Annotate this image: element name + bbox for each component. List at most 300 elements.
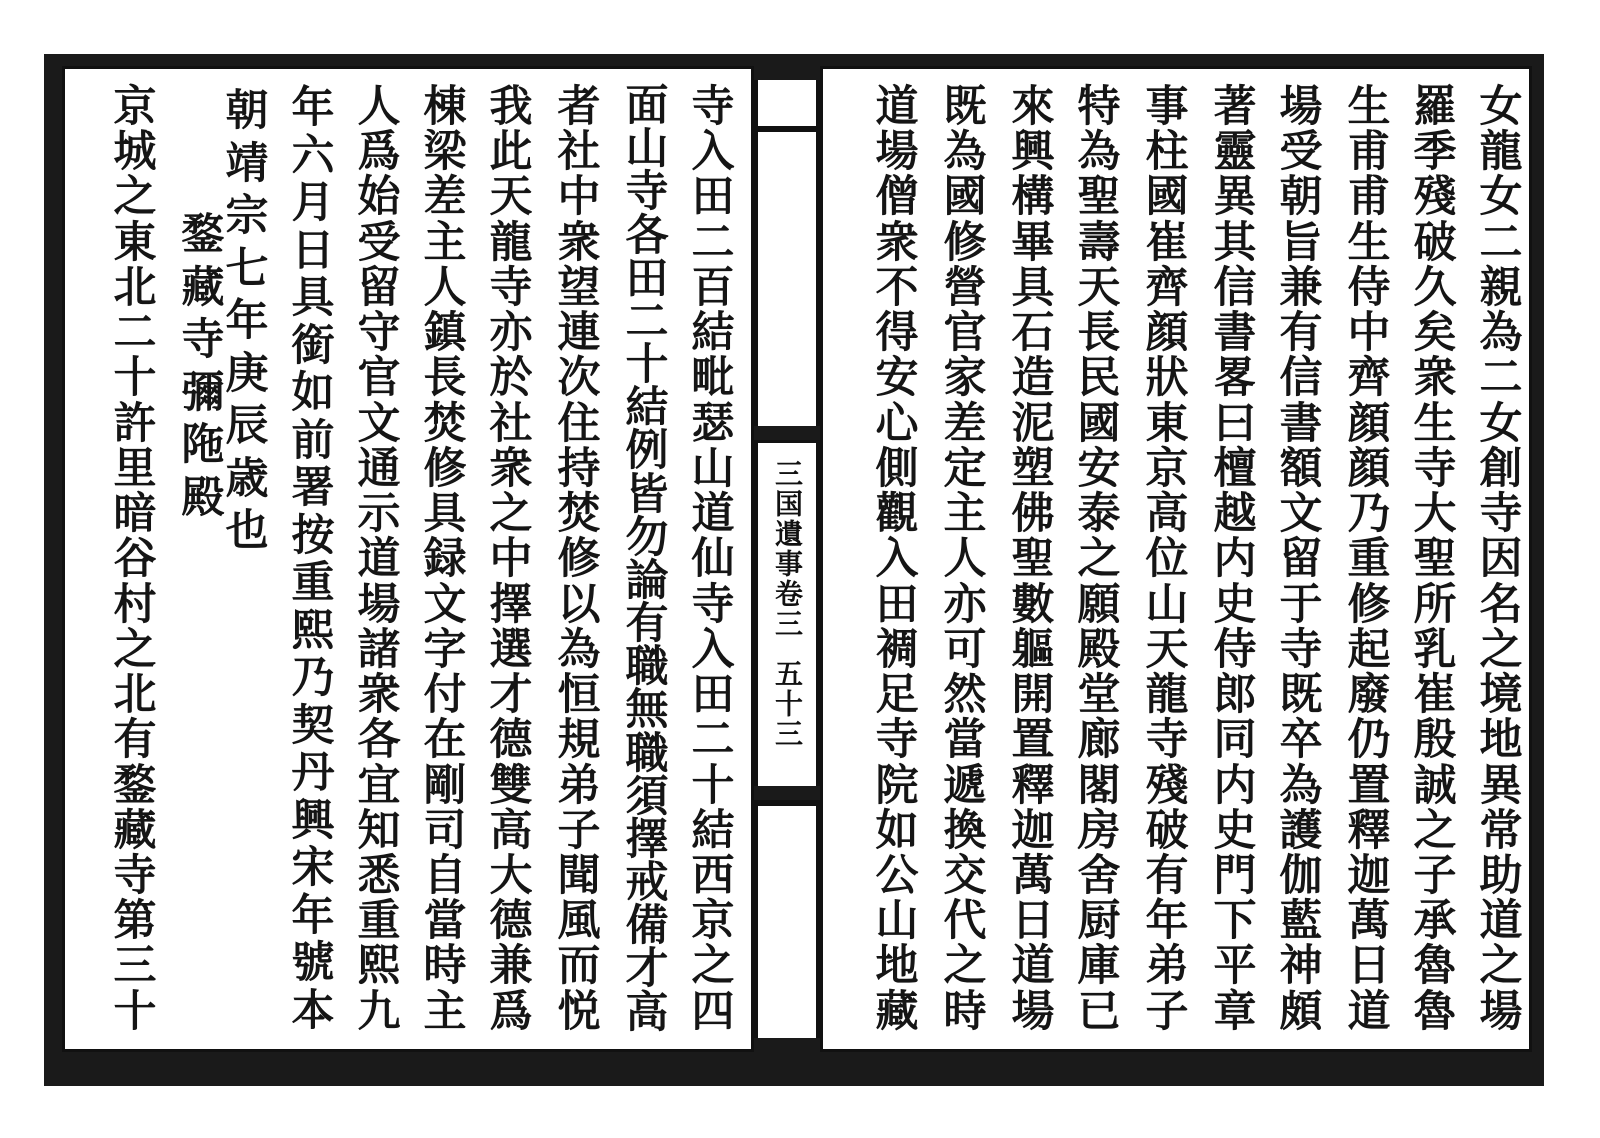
glyph: 丹 [291,748,335,798]
glyph: 甫 [1347,127,1391,178]
text-column [1209,82,1261,1037]
glyph: 二 [1479,353,1523,404]
glyph: 第 [113,896,157,947]
glyph: 誠 [1413,760,1457,811]
glyph: 寺 [625,167,669,218]
glyph: 長 [423,353,467,404]
glyph: 安 [875,353,919,404]
glyph: 主 [943,489,987,540]
glyph: 無 [625,685,669,736]
glyph: 既 [1279,670,1323,721]
glyph: 越 [1213,489,1257,540]
glyph: 四 [691,986,735,1037]
section-heading [177,209,229,524]
glyph: 修 [423,443,467,494]
glyph: 鍪 [181,210,225,260]
glyph: 庚 [225,348,269,399]
glyph: 高 [625,987,669,1038]
glyph: 國 [1077,398,1121,449]
glyph: 聖 [1413,534,1457,585]
book-title: 三国遺事卷三 [771,459,804,639]
glyph: 號 [291,938,335,988]
glyph: 主 [423,986,467,1037]
glyph: 九 [357,986,401,1037]
glyph: 二 [691,217,735,268]
glyph: 付 [423,670,467,721]
glyph: 同 [1213,715,1257,766]
glyph: 規 [557,715,601,766]
glyph: 田 [875,579,919,630]
glyph: 十 [113,986,157,1037]
text-column [353,82,405,1037]
glyph: 彌 [181,367,225,418]
left-page [62,66,754,1052]
glyph: 田 [625,253,669,304]
glyph: 里 [113,443,157,494]
glyph: 皆 [625,469,669,520]
glyph: 差 [423,172,467,223]
glyph: 道 [357,534,401,585]
glyph: 于 [1279,579,1323,630]
glyph: 之 [943,941,987,992]
glyph: 甫 [1347,172,1391,223]
glyph: 堂 [1077,670,1121,721]
glyph: 事 [1145,82,1189,132]
glyph: 泥 [1011,398,1055,449]
glyph: 弟 [557,760,601,811]
glyph: 顔 [1347,443,1391,494]
glyph: 靈 [1213,127,1257,178]
glyph: 既 [943,82,987,132]
glyph: 道 [691,489,735,540]
glyph: 住 [557,398,601,449]
glyph: 京 [1145,443,1189,494]
glyph: 置 [1347,760,1391,811]
glyph: 藏 [113,805,157,856]
glyph: 知 [357,805,401,856]
text-column [109,82,161,1037]
glyph: 人 [943,534,987,585]
glyph: 乳 [1413,624,1457,675]
glyph: 中 [489,534,533,585]
glyph: 殘 [1145,760,1189,811]
glyph: 女 [1479,172,1523,223]
glyph: 職 [625,642,669,693]
glyph: 裯 [875,624,919,675]
glyph: 谷 [113,534,157,585]
glyph: 天 [1145,624,1189,675]
glyph: 泰 [1077,489,1121,540]
glyph: 悦 [557,986,601,1037]
glyph: 録 [423,534,467,585]
glyph: 具 [423,489,467,540]
glyph: 柱 [1145,127,1189,178]
glyph: 衆 [489,443,533,494]
glyph: 常 [1479,805,1523,856]
glyph: 百 [691,262,735,313]
glyph: 之 [113,172,157,223]
glyph: 陁 [181,420,225,470]
glyph: 恒 [557,670,601,721]
glyph: 具 [1011,262,1055,313]
glyph: 十 [625,340,669,391]
glyph: 為 [943,127,987,178]
glyph: 久 [1413,262,1457,313]
glyph: 歳 [225,453,269,504]
glyph: 閣 [1077,760,1121,811]
glyph: 許 [113,398,157,449]
fishtail-bottom [754,786,820,800]
glyph: 寺 [875,715,919,766]
glyph: 仍 [1347,715,1391,766]
glyph: 本 [291,985,335,1036]
glyph: 修 [557,534,601,585]
glyph: 例 [625,426,669,477]
page-number: 五十三 [771,659,804,749]
glyph: 始 [357,172,401,223]
glyph: 季 [1413,127,1457,178]
glyph: 衆 [357,670,401,721]
glyph: 中 [1347,308,1391,359]
glyph: 田 [691,670,735,721]
text-column [687,82,739,1037]
glyph: 結 [625,383,669,434]
glyph: 有 [113,715,157,766]
glyph: 梁 [423,127,467,178]
glyph: 六 [291,130,335,181]
glyph: 頗 [1279,986,1323,1037]
glyph: 場 [1279,82,1323,132]
glyph: 卒 [1279,715,1323,766]
glyph: 門 [1213,850,1257,901]
glyph: 文 [423,579,467,630]
glyph: 神 [1279,941,1323,992]
glyph: 位 [1145,534,1189,585]
glyph: 崔 [1145,217,1189,268]
glyph: 寺 [489,262,533,313]
glyph: 人 [423,262,467,313]
glyph: 觀 [875,489,919,540]
glyph: 藏 [875,986,919,1037]
glyph: 具 [291,273,335,323]
glyph: 為 [557,624,601,675]
glyph: 旨 [1279,217,1323,268]
fishtail-top [754,426,820,440]
glyph: 日 [1347,941,1391,992]
glyph: 十 [691,760,735,811]
glyph: 不 [875,262,919,313]
glyph: 壽 [1077,217,1121,268]
glyph: 東 [113,217,157,268]
glyph: 靖 [225,138,269,189]
glyph: 寺 [113,850,157,901]
glyph: 須 [625,771,669,822]
text-column [1343,82,1395,1037]
glyph: 爲 [357,127,401,178]
text-column [1475,82,1527,1037]
glyph: 破 [1413,217,1457,268]
glyph: 足 [875,670,919,721]
glyph: 文 [357,398,401,449]
glyph: 章 [1213,986,1257,1037]
glyph: 留 [1279,534,1323,585]
glyph: 僧 [875,172,919,223]
glyph: 之 [1479,941,1523,992]
glyph: 曰 [1213,398,1257,449]
glyph: 遞 [943,760,987,811]
glyph: 可 [943,624,987,675]
glyph: 助 [1479,850,1523,901]
glyph: 熙 [357,941,401,992]
glyph: 置 [1011,715,1055,766]
glyph: 論 [625,555,669,606]
glyph: 當 [943,715,987,766]
glyph: 聞 [557,850,601,901]
glyph: 内 [1213,534,1257,585]
glyph: 廢 [1347,670,1391,721]
glyph: 山 [625,124,669,175]
glyph: 生 [1347,217,1391,268]
glyph: 已 [1077,986,1121,1037]
glyph: 按 [291,510,335,561]
glyph: 道 [875,82,919,132]
glyph: 山 [1145,579,1189,630]
glyph: 内 [1213,760,1257,811]
glyph: 衆 [1413,353,1457,404]
glyph: 契 [291,700,335,751]
glyph: 道 [1479,896,1523,947]
glyph: 魯 [1413,986,1457,1037]
glyph: 境 [1479,670,1523,721]
glyph: 地 [875,941,919,992]
glyph: 釋 [1011,760,1055,811]
glyph: 辰 [225,401,269,451]
text-column [939,82,991,1037]
glyph: 信 [1213,262,1257,313]
glyph: 才 [625,944,669,995]
glyph: 場 [1479,986,1523,1037]
glyph: 寺 [1479,489,1523,540]
glyph: 各 [357,715,401,766]
glyph: 所 [1413,579,1457,630]
glyph: 望 [557,262,601,313]
glyph: 場 [357,579,401,630]
glyph: 十 [113,353,157,404]
page-gutter [754,66,820,1052]
glyph: 然 [943,670,987,721]
glyph: 重 [357,896,401,947]
glyph: 此 [489,127,533,178]
glyph: 城 [113,127,157,178]
glyph: 京 [691,896,735,947]
glyph: 藏 [181,262,225,313]
glyph: 名 [1479,579,1523,630]
glyph: 各 [625,210,669,261]
glyph: 之 [489,489,533,540]
glyph: 修 [1347,579,1391,630]
glyph: 衆 [557,217,601,268]
glyph: 塑 [1011,443,1055,494]
glyph: 齊 [1347,353,1391,404]
glyph: 東 [1145,398,1189,449]
glyph: 月 [291,178,335,228]
glyph: 雙 [489,760,533,811]
glyph: 額 [1279,443,1323,494]
glyph: 地 [1479,715,1523,766]
glyph: 司 [423,805,467,856]
glyph: 焚 [423,398,467,449]
glyph: 造 [1011,353,1055,404]
glyph: 子 [1145,986,1189,1037]
glyph: 家 [943,353,987,404]
glyph: 子 [1413,850,1457,901]
glyph: 石 [1011,308,1055,359]
glyph: 代 [943,896,987,947]
glyph: 乃 [291,653,335,703]
glyph: 在 [423,715,467,766]
glyph: 交 [943,850,987,901]
glyph: 文 [1279,489,1323,540]
glyph: 銜 [291,320,335,371]
glyph: 有 [1279,308,1323,359]
glyph: 西 [691,850,735,901]
glyph: 仙 [691,534,735,585]
glyph: 日 [291,225,335,276]
glyph: 大 [1413,489,1457,540]
glyph: 弟 [1145,941,1189,992]
glyph: 寺 [1413,443,1457,494]
glyph: 特 [1077,82,1121,132]
glyph: 勿 [625,512,669,563]
glyph: 佛 [1011,489,1055,540]
glyph: 人 [357,82,401,132]
glyph: 萬 [1347,896,1391,947]
glyph: 天 [489,172,533,223]
glyph: 剛 [423,760,467,811]
glyph: 字 [423,624,467,675]
glyph: 亦 [943,579,987,630]
glyph: 瑟 [691,398,735,449]
glyph: 起 [1347,624,1391,675]
glyph: 為 [1279,760,1323,811]
glyph: 書 [1279,398,1323,449]
text-column [287,85,339,1035]
glyph: 才 [489,670,533,721]
gutter-bar [754,800,820,806]
glyph: 場 [875,127,919,178]
glyph: 諸 [357,624,401,675]
glyph: 側 [875,443,919,494]
glyph: 史 [1213,579,1257,630]
glyph: 戒 [625,858,669,909]
glyph: 棟 [423,82,467,132]
glyph: 持 [557,443,601,494]
glyph: 朝 [1279,172,1323,223]
glyph: 殘 [1413,172,1457,223]
glyph: 信 [1279,353,1323,404]
glyph: 顔 [1347,398,1391,449]
glyph: 田 [691,172,735,223]
glyph: 於 [489,353,533,404]
glyph: 羅 [1413,82,1457,132]
glyph: 迦 [1347,850,1391,901]
glyph: 年 [225,296,269,346]
glyph: 平 [1213,941,1257,992]
glyph: 為 [1479,308,1523,359]
glyph: 時 [943,986,987,1037]
glyph: 受 [1279,127,1323,178]
glyph: 前 [291,415,335,466]
glyph: 入 [691,624,735,675]
glyph: 護 [1279,805,1323,856]
glyph: 著 [1213,82,1257,132]
glyph: 興 [291,795,335,846]
glyph: 毗 [691,353,735,404]
glyph: 重 [1347,534,1391,585]
glyph: 連 [557,308,601,359]
glyph: 道 [1011,941,1055,992]
glyph: 來 [1011,82,1055,132]
glyph: 伽 [1279,850,1323,901]
glyph: 二 [113,308,157,359]
glyph: 得 [875,308,919,359]
glyph: 檀 [1213,443,1257,494]
text-column [1275,82,1327,1037]
right-page [820,66,1532,1052]
glyph: 厨 [1077,896,1121,947]
glyph: 官 [943,308,987,359]
glyph: 鍪 [113,760,157,811]
glyph: 長 [1077,308,1121,359]
glyph: 狀 [1145,353,1189,404]
glyph: 京 [113,82,157,132]
glyph: 以 [557,579,601,630]
glyph: 女 [1479,398,1523,449]
glyph: 悉 [357,850,401,901]
glyph: 為 [1077,127,1121,178]
glyph: 寺 [691,579,735,630]
glyph: 鎮 [423,308,467,359]
gutter-title-box [758,440,816,792]
glyph: 畧 [1213,353,1257,404]
glyph: 二 [1479,217,1523,268]
glyph: 寺 [1145,715,1189,766]
text-column [485,82,537,1037]
glyph: 我 [489,82,533,132]
glyph: 國 [943,172,987,223]
glyph: 官 [357,353,401,404]
glyph: 龍 [489,217,533,268]
glyph: 之 [1413,805,1457,856]
glyph: 異 [1479,760,1523,811]
glyph: 署 [291,463,335,513]
glyph: 乃 [1347,489,1391,540]
glyph: 入 [691,127,735,178]
glyph: 示 [357,489,401,540]
glyph: 崔 [1413,670,1457,721]
glyph: 北 [113,262,157,313]
glyph: 子 [557,805,601,856]
glyph: 日 [1011,896,1055,947]
glyph: 爲 [489,986,533,1037]
glyph: 大 [489,850,533,901]
glyph: 聖 [1077,172,1121,223]
glyph: 守 [357,308,401,359]
glyph: 年 [1145,896,1189,947]
glyph: 之 [1077,534,1121,585]
glyph: 天 [1077,262,1121,313]
glyph: 下 [1213,896,1257,947]
